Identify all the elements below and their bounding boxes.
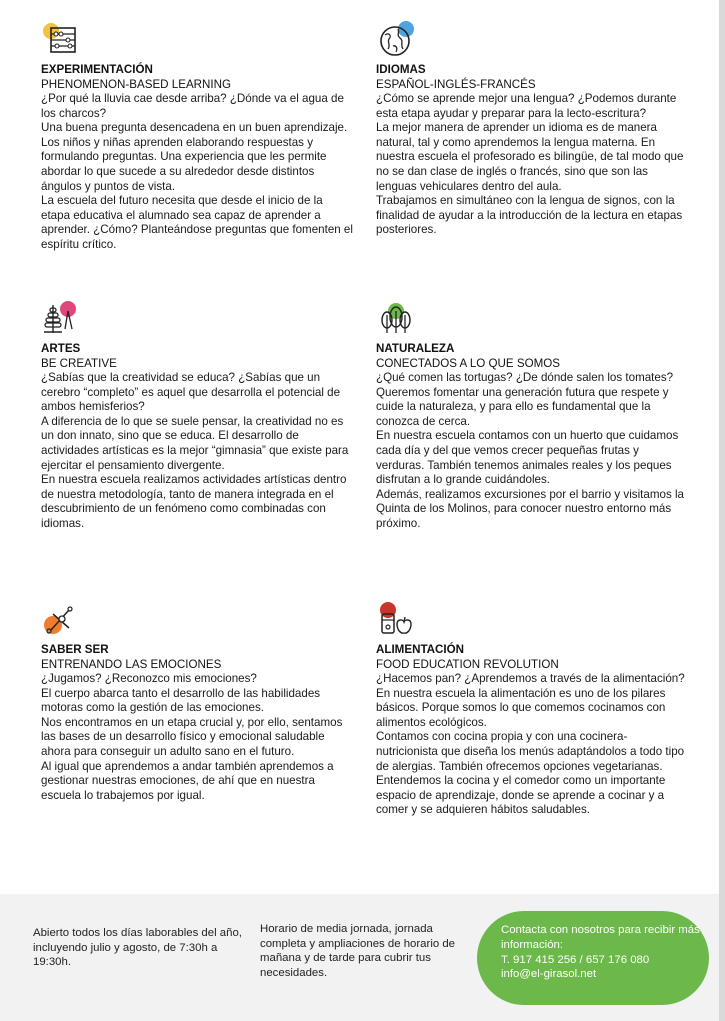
section-title: IDIOMAS [376,63,426,76]
section-idiomas [376,20,688,238]
food-jar-apple-icon [376,600,416,640]
contact-email[interactable]: info@el-girasol.net [501,968,597,981]
section-subtitle: CONECTADOS A LO QUE SOMOS [376,356,561,370]
paragraph: En nuestra escuela contamos con un huerto que cuidamos cada día y del que vemos crecer pequeñas frutas y verduras. También tenemos animales reales y los peques disfrutan a lo grande cuidándoles. [376,429,679,487]
section-experimentacion [41,20,353,253]
paragraph: Entendemos la cocina y el comedor como un importante espacio de aprendizaje, donde se aprende a cocinar y a comer y se adquieren hábitos saludables. [376,774,666,817]
paragraph: ¿Sabías que la creatividad se educa? ¿Sabías que un cerebro “completo” es aquel que desarrolla el potencial de ambos hemisferios? [41,371,341,414]
section-title: NATURALEZA [376,342,455,355]
paragraph: Al igual que aprendemos a andar también aprendemos a gestionar nuestras emociones, de ahí que en nuestra escuela lo trabajemos por igual. [41,759,334,802]
paragraph: La mejor manera de aprender un idioma es de manera natural, tal y como aprendemos la lengua materna. En nuestra escuela el profesorado es bilingüe, de tal modo que no se dan clase de inglés o francés, sino que son las lenguas vehiculares dentro del aula. [376,121,684,193]
paragraph: ¿Por qué la lluvia cae desde arriba? ¿Dónde va el agua de los charcos? [41,92,344,120]
section-body [41,672,353,803]
footer [0,894,719,1021]
abacus-icon [41,20,81,60]
section-naturaleza [376,299,688,532]
paragraph: Contamos con cocina propia y con una cocinera-nutricionista que diseña los menús adaptándolos a todo tipo de alergias. También ofrecemos opciones vegetarianas. [376,730,685,773]
trees-icon [376,299,416,339]
section-subtitle: ENTRENANDO LAS EMOCIONES [41,657,222,671]
paragraph: ¿Qué comen las tortugas? ¿De dónde salen los tomates? [376,371,674,384]
paragraph: En nuestra escuela realizamos actividades artísticas dentro de nuestra metodología, tanto de manera integrada en el descubrimiento de un fenómeno como combinadas con idiomas. [41,473,347,530]
contact-phone[interactable]: T. 917 415 256 / 657 176 080 [501,953,650,966]
section-title: ALIMENTACIÓN [376,643,465,656]
section-alimentacion [376,600,688,818]
paragraph: Una buena pregunta desencadena en un buen aprendizaje. Los niños y niñas aprenden elaborando respuestas y formulando preguntas. Una experiencia que les permite abordar lo que sucede a su alrededor desde distintos ángulos y puntos de vista. [41,121,348,193]
section-body [376,672,688,818]
section-body [41,371,353,532]
section-body [376,92,688,238]
paragraph: ¿Hacemos pan? ¿Aprendemos a través de la alimentación? [376,672,685,685]
contact-intro: Contacta con nosotros para recibir más información: [501,924,700,951]
paragraph: Queremos fomentar una generación futura que respete y cuide la naturaleza, y para ello es fundamental que la conozca de cerca. [376,385,669,428]
footer-hours: Horario de media jornada, jornada completa y ampliaciones de horario de mañana y de tarde para cubrir tus necesidades. [260,923,456,979]
section-subtitle: ESPAÑOL-INGLÉS-FRANCÉS [376,77,536,91]
section-subtitle: BE CREATIVE [41,356,117,370]
rattle-icon [41,600,81,640]
section-body [376,371,688,532]
paragraph: ¿Cómo se aprende mejor una lengua? ¿Podemos durante esta etapa ayudar y preparar para la lecto-escritura? [376,92,677,120]
contact-box [477,911,709,1005]
globe-icon [376,20,416,60]
paragraph: En nuestra escuela la alimentación es uno de los pilares básicos. Porque somos lo que comemos cocinamos con alimentos ecológicos. [376,686,666,729]
paragraph: A diferencia de lo que se suele pensar, la creatividad no es un don innato, sino que se educa. El desarrollo de actividades artísticas es la mejor “gimnasia” que existe para ejercitar el pensamiento divergente. [41,414,349,472]
section-subtitle: PHENOMENON-BASED LEARNING [41,77,232,91]
section-title: EXPERIMENTACIÓN [41,63,153,76]
paragraph: El cuerpo abarca tanto el desarrollo de las habilidades motoras como la gestión de las emociones. [41,686,321,715]
section-saber-ser [41,600,353,803]
footer-schedule: Abierto todos los días laborables del año, incluyendo julio y agosto, de 7:30h a 19:30h. [33,927,242,969]
paragraph: Además, realizamos excursiones por el barrio y visitamos la Quinta de los Molinos, para conocer nuestro entorno más próximo. [376,487,684,530]
stacking-rings-icon [41,299,81,339]
paragraph: La escuela del futuro necesita que desde el inicio de la etapa educativa el alumnado sea capaz de aprender a aprender. ¿Cómo? Planteándose preguntas que fomenten el espíritu crítico. [41,194,353,251]
section-title: ARTES [41,342,81,355]
section-artes [41,299,353,532]
section-subtitle: FOOD EDUCATION REVOLUTION [376,657,559,671]
paragraph: ¿Jugamos? ¿Reconozco mis emociones? [41,672,257,685]
paragraph: Trabajamos en simultáneo con la lengua de signos, con la finalidad de ayudar a la introducción de la lectura en etapas posteriores. [376,194,683,237]
paragraph: Nos encontramos en un etapa crucial y, por ello, sentamos las bases de un desarrollo físico y emocional saludable ahora para conseguir un adulto sano en el futuro. [41,715,343,758]
section-body [41,92,353,253]
section-title: SABER SER [41,643,109,656]
